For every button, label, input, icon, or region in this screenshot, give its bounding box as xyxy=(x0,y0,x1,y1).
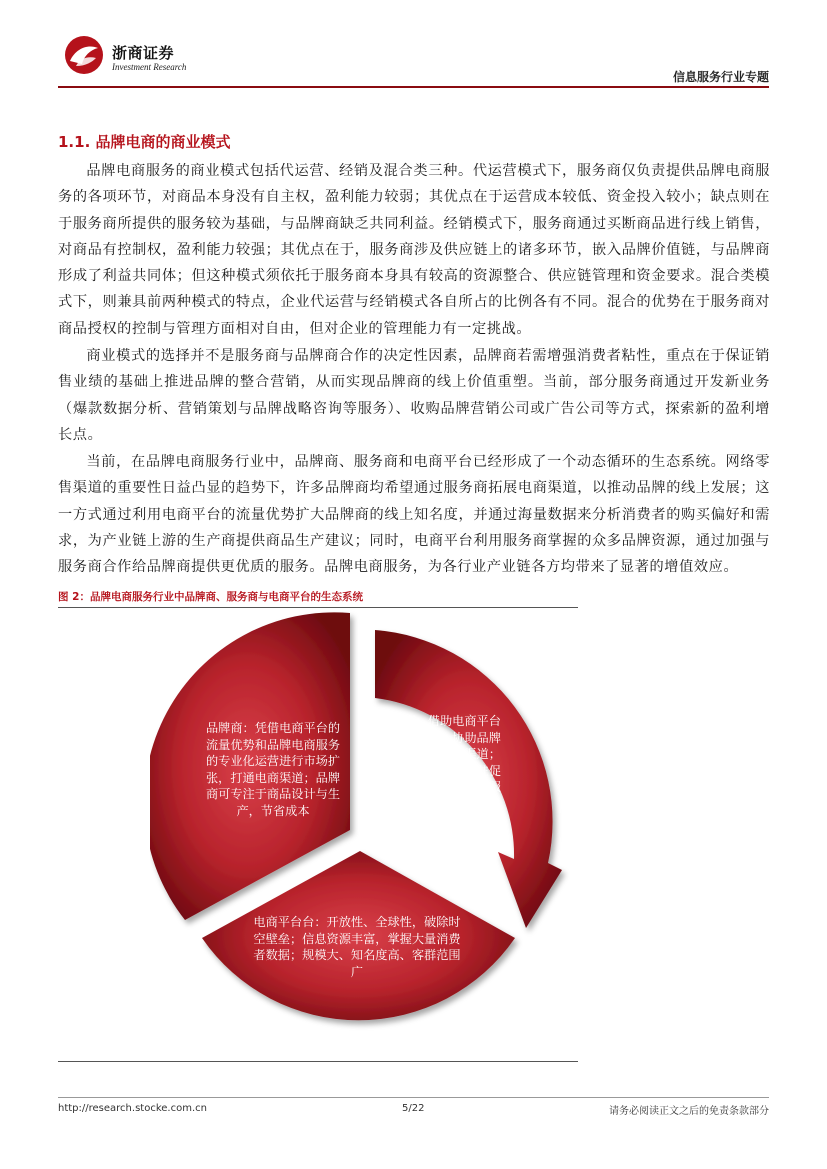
segment-service-label: 服务商：借助电商平台的流量优势，协助品牌商拓展网络销售渠道；大量优质商家的入驻促进电商平台的发展；服务商和电商平台实现了通力合作 xyxy=(379,714,501,827)
logo-en-text: Investment Research xyxy=(112,62,187,72)
figure-caption: 图 2：品牌电商服务行业中品牌商、服务商与电商平台的生态系统 xyxy=(58,591,363,603)
zheshang-logo-icon xyxy=(62,34,106,76)
footer-disclaimer: 请务必阅读正文之后的免责条款部分 xyxy=(609,1106,769,1117)
company-logo xyxy=(62,34,192,84)
section-title: 1.1. 品牌电商的商业模式 xyxy=(58,133,231,151)
report-category: 信息服务行业专题 xyxy=(672,70,769,84)
paragraph-business-models: 品牌电商服务的商业模式包括代运营、经销及混合类三种。代运营模式下，服务商仅负责提供品牌电商服务的各项环节，对商品本身没有自主权，盈利能力较弱；其优点在于运营成本较低、资金投入较小；缺点则在于服务商所提供的服务较为基础，与品牌商缺乏共同利益。经销模式下，服务商通过买断商品进行线上销售，对商品有控制权，盈利能力较强；其优点在于，服务商涉及供应链上的诸多环节，嵌入品牌价值链，与品牌商形成了利益共同体；但这种模式须依托于服务商本身具有较高的资源整合、供应链管理和资金要求。混合类模式下，则兼具前两种模式的特点，企业代运营与经销模式各自所占的比例各有不同。混合的优势在于服务商对商品授权的控制与管理方面相对自由，但对企业的管理能力有一定挑战。 xyxy=(58,163,770,337)
header-divider xyxy=(58,86,769,88)
footer-url-link[interactable]: http://research.stocke.com.cn xyxy=(58,1103,207,1114)
segment-platform-label: 电商平台台：开放性、全球性，破除时空壁垒；信息资源丰富，掌握大量消费者数据；规模大、知名度高、客群范围广 xyxy=(253,915,461,979)
figure-bottom-rule xyxy=(58,1061,578,1062)
paragraph-model-selection: 商业模式的选择并不是服务商与品牌商合作的决定性因素，品牌商若需增强消费者粘性，重点在于保证销售业绩的基础上推进品牌的整合营销，从而实现品牌商的线上价值重塑。当前，部分服务商通过开发新业务（爆款数据分析、营销策划与品牌战略咨询等服务）、收购品牌营销公司或广告公司等方式，探索新的盈利增长点。 xyxy=(58,348,770,443)
paragraph-ecosystem: 当前，在品牌电商服务行业中，品牌商、服务商和电商平台已经形成了一个动态循环的生态系统。网络零售渠道的重要性日益凸显的趋势下，许多品牌商均希望通过服务商拓展电商渠道，以推动品牌的线上发展；这一方式通过利用电商平台的流量优势扩大品牌商的线上知名度，并通过海量数据来分析消费者的购买偏好和需求，为产业链上游的生产商提供商品生产建议；同时，电商平台利用服务商掌握的众多品牌资源，通过加强与服务商合作给品牌商提供更优质的服务。品牌电商服务，为各行业产业链各方均带来了显著的增值效应。 xyxy=(58,454,770,576)
logo-cn-text: 浙商证券 xyxy=(112,44,175,62)
segment-brand-label: 品牌商：凭借电商平台的流量优势和品牌电商服务的专业化运营进行市场扩张，打通电商渠道；品牌商可专注于商品设计与生产，节省成本 xyxy=(205,721,341,818)
footer-divider xyxy=(58,1097,769,1098)
page-number: 5/22 xyxy=(402,1103,425,1114)
